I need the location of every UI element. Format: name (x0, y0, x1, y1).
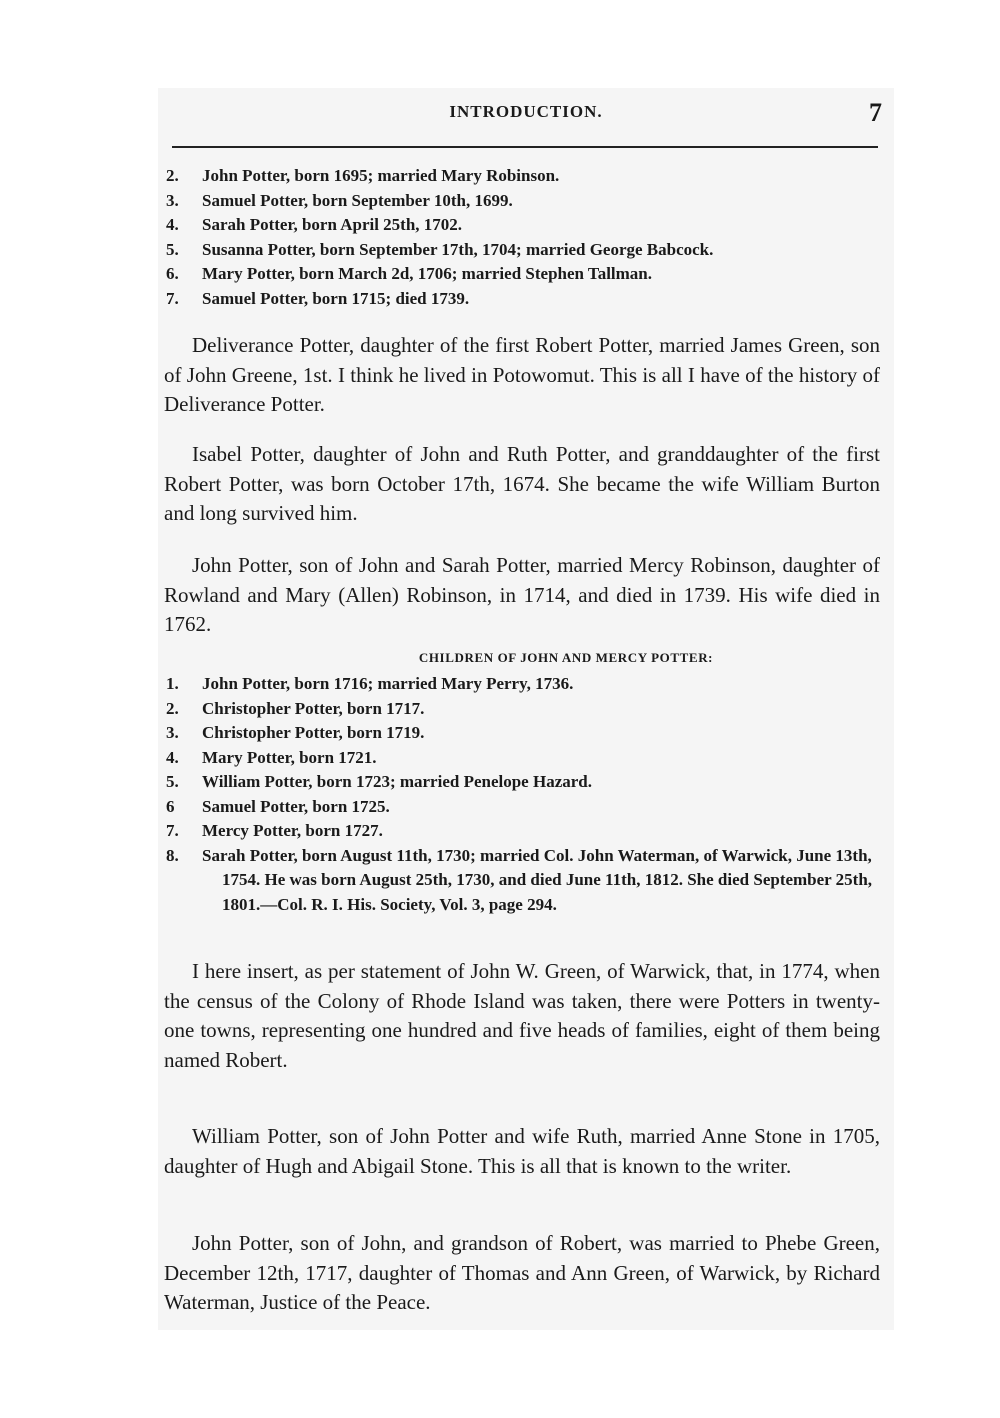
list-number: 7. (166, 821, 179, 840)
list-text: Sarah Potter, born April 25th, 1702. (202, 215, 463, 234)
list-text: William Potter, born 1723; married Penelope Hazard. (202, 772, 592, 791)
list-item (166, 746, 886, 771)
list-text: Samuel Potter, born 1715; died 1739. (202, 288, 470, 308)
list-text: Samuel Potter, born September 10th, 1699. (202, 190, 513, 210)
list-text: Christopher Potter, born 1719. (202, 723, 425, 742)
list-number: 2. (166, 166, 179, 185)
list-item (166, 672, 886, 697)
list-item (166, 721, 886, 746)
list-text: Mary Potter, born 1721. (202, 747, 377, 767)
list-item (166, 770, 886, 795)
page-number: 7 (869, 98, 882, 127)
paragraph-isabel: Isabel Potter, daughter of John and Ruth Potter, and granddaughter of the first Robert Potter, was born October 17th, 1674. She became the wife William Burton and long survived him. (164, 442, 880, 525)
paragraph-john-mercy: John Potter, son of John and Sarah Potter, married Mercy Robinson, daughter of Rowland and Mary (Allen) Robinson, in 1714, and died in 1739. His wife died in 1762. (164, 553, 880, 636)
list-text: Mercy Potter, born 1727. (202, 821, 383, 840)
list-text: John Potter, born 1716; married Mary Perry, 1736. (202, 674, 574, 693)
list-item (166, 238, 886, 263)
paragraph-census: I here insert, as per statement of John W. Green, of Warwick, that, in 1774, when the census of the Colony of Rhode Island was taken, there were Potters in twenty-one towns, representing one hundred and five heads of families, eight of them being named Robert. (164, 959, 880, 1072)
list-text: John Potter, born 1695; married Mary Robinson. (202, 166, 560, 185)
list-item (166, 844, 886, 918)
paragraph-john-phebe: John Potter, son of John, and grandson of Robert, was married to Phebe Green, December 12th, 1717, daughter of Thomas and Ann Green, of Warwick, by Richard Waterman, Justice of the Peace. (164, 1231, 880, 1314)
list-item (166, 262, 886, 287)
children-heading: CHILDREN OF JOHN AND MERCY POTTER: (418, 650, 714, 665)
list-number: 6 (166, 796, 175, 816)
running-title: INTRODUCTION. (449, 102, 603, 121)
list-number: 1. (166, 674, 179, 693)
list-item (166, 189, 886, 214)
children-list-two (166, 672, 886, 917)
children-list-one (166, 164, 886, 311)
list-number: 5. (166, 772, 179, 791)
list-text: Christopher Potter, born 1717. (202, 698, 425, 718)
paragraph-william: William Potter, son of John Potter and wife Ruth, married Anne Stone in 1705, daughter of Hugh and Abigail Stone. This is all that is known to the writer. (164, 1124, 880, 1178)
list-item (166, 819, 886, 844)
page-header (166, 100, 886, 130)
list-item (166, 164, 886, 189)
list-number: 8. (166, 845, 179, 865)
paragraph-deliverance: Deliverance Potter, daughter of the first Robert Potter, married James Green, son of John Greene, 1st. I think he lived in Potowomut. This is all I have of the history of Deliverance Potter. (164, 333, 880, 416)
list-number: 7. (166, 288, 179, 308)
list-item (166, 287, 886, 312)
list-text: Susanna Potter, born September 17th, 1704; married George Babcock. (202, 239, 714, 259)
list-item (166, 697, 886, 722)
list-number: 4. (166, 215, 179, 234)
list-number: 3. (166, 190, 179, 210)
list-item (166, 213, 886, 238)
list-text: Mary Potter, born March 2d, 1706; married Stephen Tallman. (202, 264, 653, 283)
list-number: 3. (166, 723, 179, 742)
header-rule (172, 146, 878, 148)
list-number: 4. (166, 747, 179, 767)
list-item (166, 795, 886, 820)
list-number: 5. (166, 239, 179, 259)
list-text: Samuel Potter, born 1725. (202, 796, 390, 816)
list-text: Sarah Potter, born August 11th, 1730; married Col. John Waterman, of Warwick, June 13th, 1754. He was born August 25th, 1730, and died June 11th, 1812. She died September 25th, 1801.—Col. R. I. His. Society, Vol. 3, page 294. (202, 845, 873, 914)
list-number: 6. (166, 264, 179, 283)
list-number: 2. (166, 698, 179, 718)
